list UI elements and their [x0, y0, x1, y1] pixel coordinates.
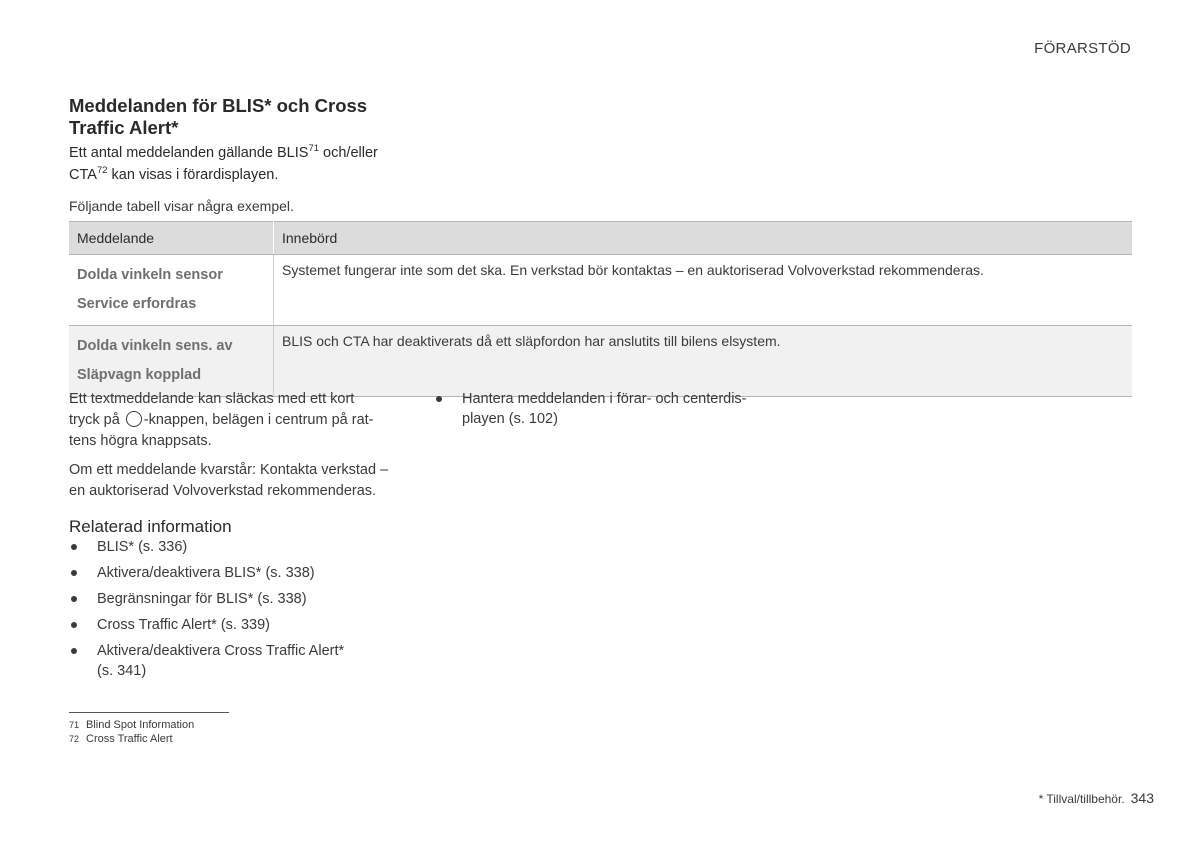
footnote-number: 71: [69, 720, 80, 730]
related-link[interactable]: BLIS* (s. 336): [69, 537, 409, 557]
related-heading: Relaterad information: [69, 517, 232, 536]
message-line: Dolda vinkeln sens. av: [77, 338, 233, 354]
messages-table: [69, 221, 1132, 397]
table-row: [69, 326, 1132, 397]
header-message: Meddelande: [69, 222, 274, 255]
intro-text-4: kan visas i förardisplayen.: [107, 167, 279, 183]
header-meaning: Innebörd: [274, 222, 1133, 255]
footnote-72: [69, 732, 194, 746]
section-header: FÖRARSTÖD: [1034, 40, 1131, 57]
meaning-cell: Systemet fungerar inte som det ska. En verkstad bör kontaktas – en auktoriserad Volvoverkstad rekommenderas.: [274, 255, 1133, 326]
intro-text-2: och/eller: [319, 145, 378, 161]
intro-text-3: CTA: [69, 167, 97, 183]
message-line: Släpvagn kopplad: [77, 367, 202, 383]
table-header-row: [69, 222, 1132, 255]
related-link-line-1: Hantera meddelanden i förar- och centerdis-: [462, 391, 747, 407]
footnote-text: Blind Spot Information: [86, 719, 195, 731]
dismiss-text-2: tryck på: [69, 412, 120, 428]
table-row: [69, 255, 1132, 326]
message-cell: [69, 326, 274, 397]
footnote-71: [69, 718, 194, 732]
related-list-continued: [434, 389, 774, 429]
related-link[interactable]: Begränsningar för BLIS* (s. 338): [69, 589, 409, 609]
related-link[interactable]: Cross Traffic Alert* (s. 339): [69, 615, 409, 635]
intro-paragraph: [69, 142, 409, 186]
related-link[interactable]: [434, 389, 774, 429]
page-footer: [1039, 790, 1154, 806]
message-cell: [69, 255, 274, 326]
related-link[interactable]: Aktivera/deaktivera BLIS* (s. 338): [69, 563, 409, 583]
page-title-line-2: Traffic Alert*: [69, 117, 179, 138]
footnotes: [69, 718, 194, 746]
footnote-divider: [69, 712, 229, 713]
related-link[interactable]: [69, 641, 409, 681]
dismiss-text-1: Ett textmeddelande kan släckas med ett kort: [69, 391, 355, 407]
footnote-ref-71[interactable]: 71: [308, 143, 320, 154]
meaning-cell: BLIS och CTA har deaktiverats då ett släpfordon har anslutits till bilens elsystem.: [274, 326, 1133, 397]
related-list: [69, 537, 409, 681]
related-link-line-2: (s. 341): [97, 663, 147, 679]
message-line: Dolda vinkeln sensor: [77, 267, 223, 283]
table-caption: Följande tabell visar några exempel.: [69, 198, 294, 214]
page-number: 343: [1130, 790, 1154, 806]
dismiss-text-3: -knappen, belägen i centrum på rat-: [143, 412, 374, 428]
steering-knob-icon: [126, 411, 142, 427]
intro-text-1: Ett antal meddelanden gällande BLIS: [69, 145, 309, 161]
dismiss-text-4: tens högra knappsats.: [69, 433, 212, 449]
persist-paragraph: [69, 460, 409, 502]
related-link-line-1: Aktivera/deaktivera Cross Traffic Alert*: [97, 643, 345, 659]
footnote-ref-72[interactable]: 72: [96, 165, 108, 176]
footnote-text: Cross Traffic Alert: [86, 733, 173, 745]
page-title-line-1: Meddelanden för BLIS* och Cross: [69, 95, 368, 116]
right-column: [434, 389, 774, 435]
related-link-line-2: playen (s. 102): [462, 411, 558, 427]
accessory-note: * Tillval/tillbehör.: [1038, 792, 1125, 806]
persist-text-2: en auktoriserad Volvoverkstad rekommenderas.: [69, 483, 377, 499]
footnote-number: 72: [69, 734, 80, 744]
page-title: [69, 95, 409, 139]
persist-text-1: Om ett meddelande kvarstår: Kontakta verkstad –: [69, 462, 389, 478]
left-column: [69, 389, 409, 687]
dismiss-paragraph: [69, 389, 409, 452]
message-line: Service erfordras: [77, 296, 197, 312]
